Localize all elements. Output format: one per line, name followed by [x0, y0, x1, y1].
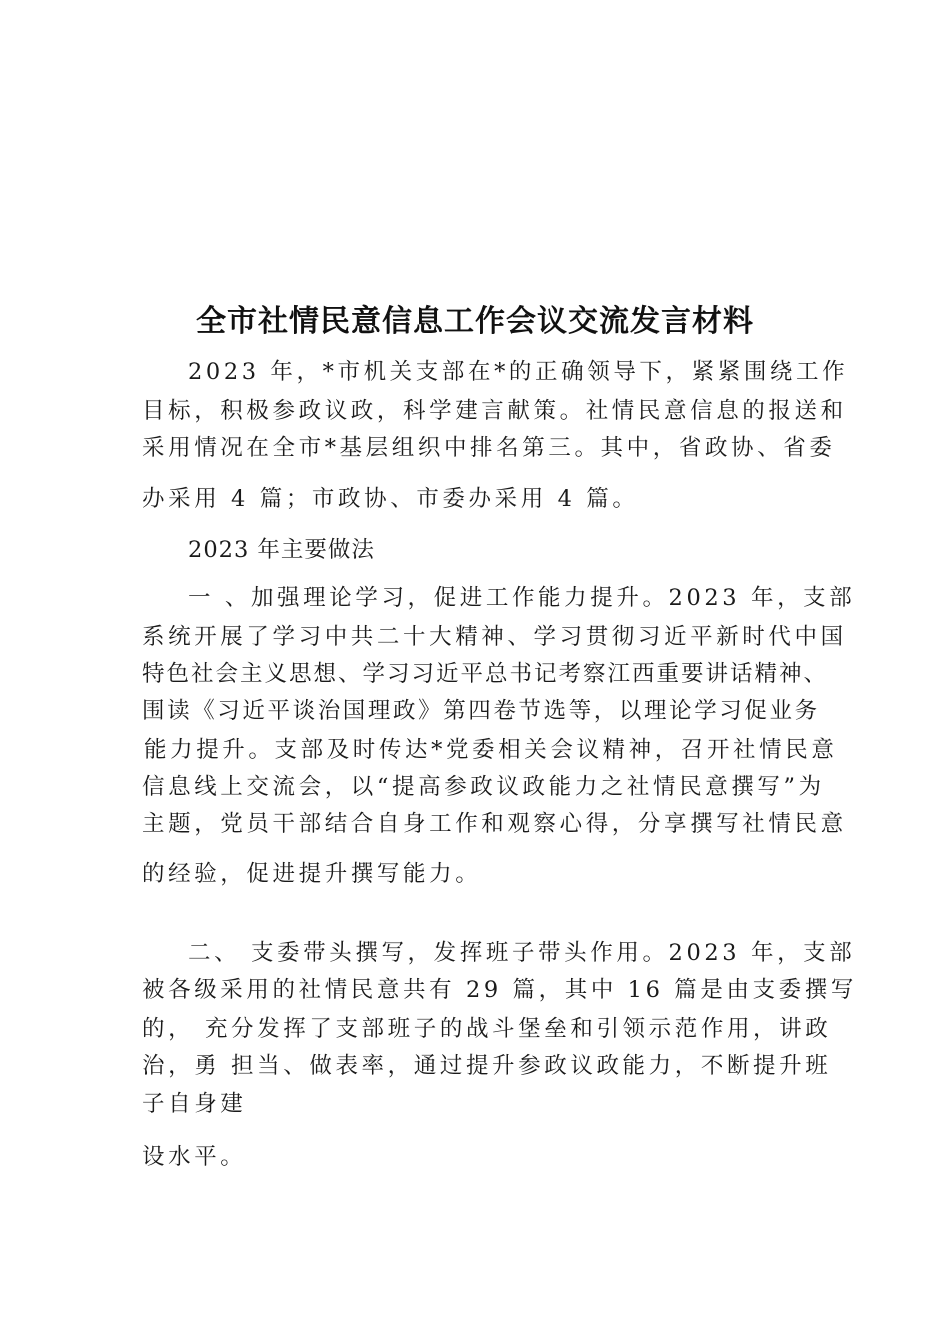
- paragraph-line: 能力提升。支部及时传达*党委相关会议精神，召开社情民意: [144, 737, 838, 763]
- paragraph-line: 的经验，促进提升撰写能力。: [142, 861, 482, 887]
- paragraph-line: 主题，党员干部结合自身工作和观察心得，分享撰写社情民意: [142, 811, 847, 837]
- paragraph-line: 目标，积极参政议政，科学建言献策。社情民意信息的报送和: [142, 398, 847, 424]
- paragraph-line: 的， 充分发挥了支部班子的战斗堡垒和引领示范作用，讲政: [142, 1016, 832, 1042]
- paragraph-line: 采用情况在全市*基层组织中排名第三。其中，省政协、省委: [142, 435, 836, 461]
- paragraph-line: 2023 年，*市机关支部在*的正确领导下，紧紧围绕工作: [188, 359, 849, 385]
- paragraph-line: 治，勇 担当、做表率，通过提升参政议政能力，不断提升班: [142, 1053, 832, 1079]
- paragraph-line: 特色社会主义思想、学习习近平总书记考察江西重要讲话精神、: [142, 661, 829, 687]
- paragraph-line: 信息线上交流会，以“提高参政议政能力之社情民意撰写”为: [142, 774, 825, 800]
- paragraph-line: 被各级采用的社情民意共有 29 篇，其中 16 篇是由支委撰写: [142, 977, 857, 1003]
- paragraph-line: 系统开展了学习中共二十大精神、学习贯彻习近平新时代中国: [142, 624, 847, 650]
- paragraph-line: 办采用 4 篇；市政协、市委办采用 4 篇。: [142, 486, 639, 512]
- document-title: 全市社情民意信息工作会议交流发言材料: [196, 304, 754, 339]
- paragraph-line: 一 、加强理论学习，促进工作能力提升。2023 年，支部: [188, 585, 856, 611]
- paragraph-line: 围读《习近平谈治国理政》第四卷节选等，以理论学习促业务: [142, 698, 820, 724]
- paragraph-line: 设水平。: [142, 1144, 247, 1170]
- paragraph-line: 二、 支委带头撰写，发挥班子带头作用。2023 年，支部: [188, 940, 856, 966]
- paragraph-line: 子自身建: [142, 1091, 247, 1117]
- section-heading: 2023 年主要做法: [188, 537, 375, 563]
